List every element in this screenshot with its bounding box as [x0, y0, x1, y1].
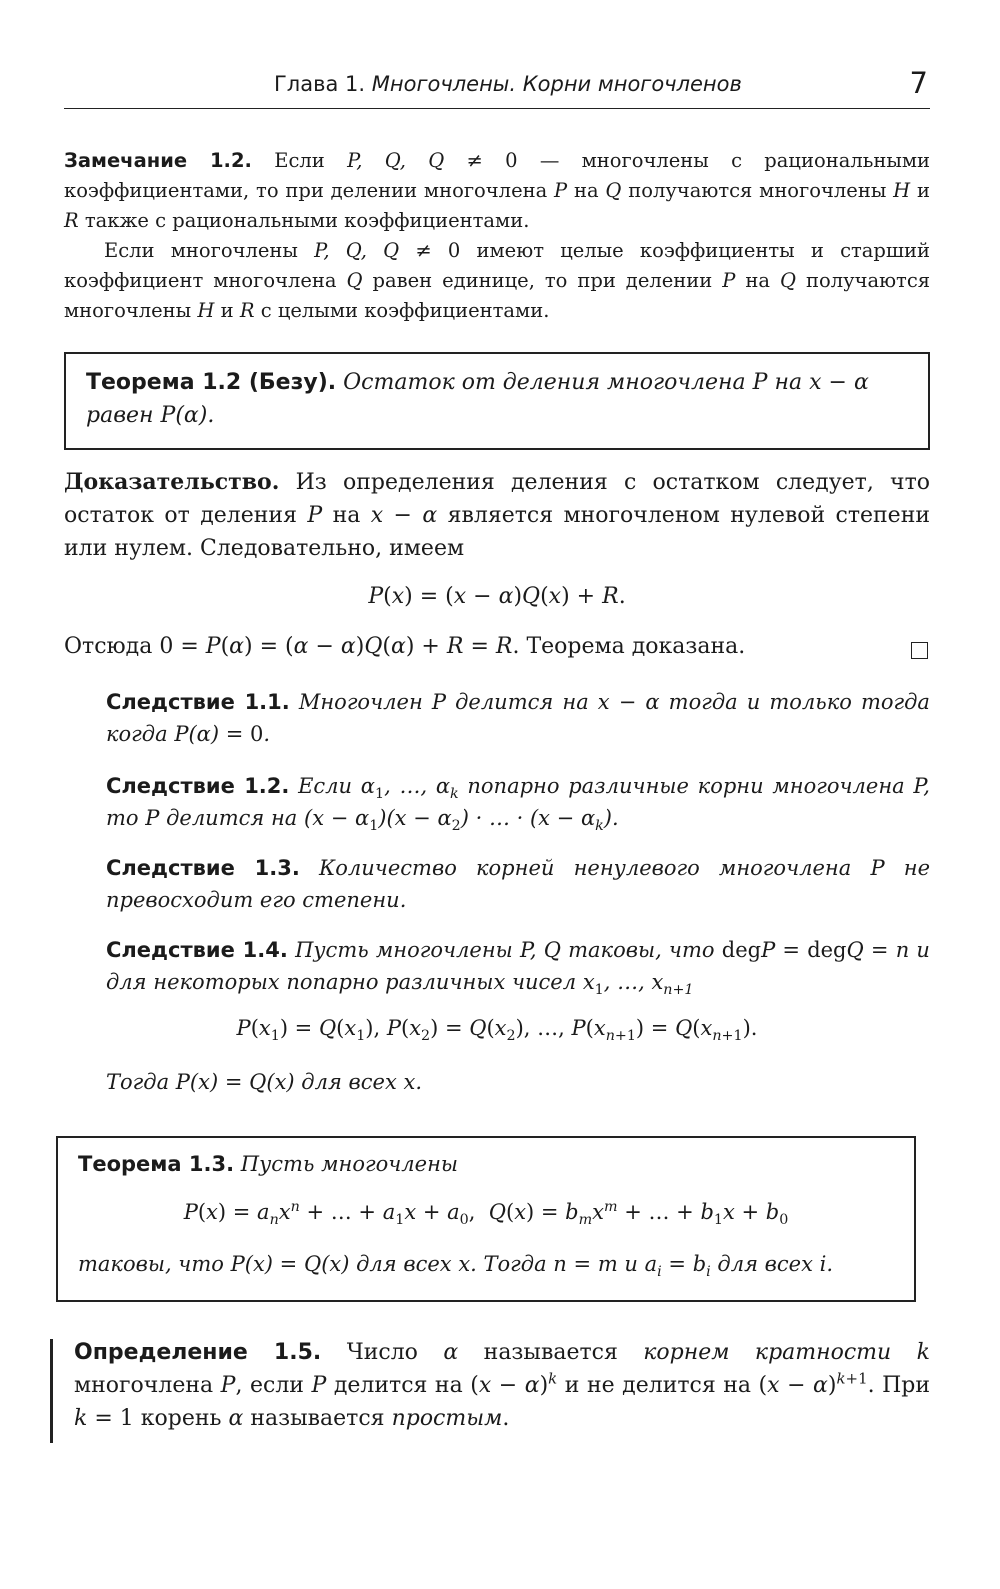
proof-text: Отсюда — [64, 634, 153, 659]
theorem-text: равен — [86, 403, 154, 428]
remark-text: получаются многочлены — [628, 179, 887, 202]
proof-text: Теорема доказана. — [526, 634, 746, 659]
definition-1-5: Определение 1.5. Число α называется корнем кратности k многочлена P, если P делится на $(x - \alpha)^k$ и не делится на $(x - \alpha)^{k+1}$. При k = 1 корень α называется простым. — [74, 1340, 931, 1431]
corollary-1-4: Следствие 1.4. Пусть многочлены P, Q таковы, что degP = degQ = n и для некоторых попарно различных чисел $x_1$, …, $x_{n+1}$ — [106, 938, 930, 999]
theorem-text: Остаток от деления многочлена — [343, 370, 746, 395]
remark-1-2-para-2: Если многочлены P, Q, Q ≠ 0 имеют целые коэффициенты и старший коэффициент многочлена Q равен единице, то при делении P на Q получаются многочлены H и R с целыми коэффициентами. — [64, 239, 931, 322]
remark-text: с целыми коэффициентами. — [260, 299, 550, 322]
remark-text: также с рациональными коэффициентами. — [84, 209, 530, 232]
proof-conclusion: Отсюда 0 = P(α) = (α − α)Q(α) + R = R. Теорема доказана. — [64, 634, 930, 659]
remark-text: получаются многочлены — [64, 269, 931, 322]
proof-label: Доказательство. — [64, 469, 280, 495]
proof-text: на — [332, 503, 361, 528]
corollary-label: Следствие 1.2. — [106, 774, 290, 798]
corollary-text: , то — [106, 774, 930, 830]
theorem-text: для всех — [356, 1252, 452, 1276]
theorem-text: Пусть многочлены — [240, 1152, 459, 1176]
corollary-label: Следствие 1.4. — [106, 938, 288, 962]
definition-text: называется — [483, 1340, 618, 1365]
corollary-text: попарно различные корни многочлена — [467, 774, 905, 798]
definition-term: корнем кратности — [643, 1340, 892, 1365]
proof-text: является многочленом нулевой степени или нулем. Следовательно, имеем — [64, 503, 931, 561]
corollary-label: Следствие 1.1. — [106, 690, 290, 714]
corollary-text: таковы, что — [568, 938, 715, 962]
definition-text: , если — [235, 1373, 304, 1398]
theorem-text: и — [624, 1252, 638, 1276]
definition-label: Определение 1.5. — [74, 1340, 322, 1365]
corollary-text: тогда и только тогда когда — [106, 690, 930, 746]
theorem-1-3-intro — [78, 1148, 894, 1180]
page-number: 7 — [909, 66, 928, 100]
corollary-1-3 — [106, 852, 930, 916]
corollary-text: для всех — [301, 1070, 397, 1094]
theorem-1-3-conclusion: таковы, что P(x) = Q(x) для всех x. Тогда n = m и $a_i = b_i$ для всех i. — [78, 1252, 834, 1281]
corollary-1-1: Следствие 1.1. Многочлен P делится на x − α тогда и только тогда когда P(α) = 0. — [106, 690, 930, 746]
remark-text: Если — [274, 149, 325, 172]
corollary-label: Следствие 1.3. — [106, 856, 300, 880]
remark-text: и — [917, 179, 930, 202]
qed-square-icon — [911, 642, 928, 659]
definition-text: делится на — [333, 1373, 463, 1398]
remark-text: имеют целые коэффициенты и старший коэффициент многочлена — [64, 239, 931, 292]
corollary-1-4-formula: $P(x_1) = Q(x_1)$, $P(x_2) = Q(x_2)$, …, $P(x_{n+1}) = Q(x_{n+1})$. — [236, 1016, 758, 1045]
definition-margin-bar — [50, 1339, 53, 1443]
corollary-text: Количество корней ненулевого многочлена P не превосходит его степени. — [106, 856, 930, 912]
theorem-1-2-box — [64, 352, 930, 450]
corollary-1-4-conclusion: Тогда P(x) = Q(x) для всех x. — [106, 1070, 423, 1094]
corollary-text: Если — [298, 774, 353, 798]
definition-text: называется — [250, 1406, 385, 1431]
remark-text: — многочлены с рациональными коэффициентами, то при делении многочлена — [64, 149, 931, 202]
proof: Доказательство. Из определения деления с остатком следует, что остаток от деления P на x − α является многочленом нулевой степени или нулем. Следовательно, имеем — [64, 469, 931, 561]
remark-1-2: Замечание 1.2. Если P, Q, Q ≠ 0 — многочлены с рациональными коэффициентами, то при делении многочлена P на Q получаются многочлены H и R также с рациональными коэффициентами. — [64, 149, 931, 232]
definition-text: корень — [140, 1406, 222, 1431]
corollary-text: делится на — [166, 806, 298, 830]
corollary-text: Тогда — [106, 1070, 170, 1094]
chapter-number: Глава 1. — [274, 72, 366, 96]
definition-text: . При — [867, 1373, 931, 1398]
theorem-text: . Тогда — [470, 1252, 547, 1276]
theorem-text: для всех — [717, 1252, 813, 1276]
proof-text: Из определения деления с остатком следует, что остаток от деления — [64, 470, 931, 528]
definition-text: Число — [346, 1340, 418, 1365]
theorem-1-3-box — [56, 1136, 916, 1302]
remark-text: и — [220, 299, 234, 322]
theorem-1-3-formula: $P(x) = a_nx^n$ + … + $a_1x + a_0$, $Q(x) = b_mx^m$ + … + $b_1x + b_0$ — [183, 1199, 789, 1229]
remark-text: Если многочлены — [104, 239, 298, 262]
chapter-title — [274, 72, 742, 96]
corollary-1-2: Следствие 1.2. Если $\alpha_1$, …, $\alpha_k$ попарно различные корни многочлена P, то P делится на $(x - \alpha_1)(x - \alpha_2)$ · … · $(x - \alpha_k)$. — [106, 774, 930, 835]
definition-term: простым — [391, 1406, 503, 1431]
remark-text: равен единице, то при делении — [372, 269, 713, 292]
corollary-text: и для некоторых попарно различных чисел — [106, 938, 930, 994]
corollary-text: Пусть многочлены — [295, 938, 513, 962]
definition-text: многочлена — [74, 1373, 214, 1398]
theorem-1-2-text: Теорема 1.2 (Безу). Остаток от деления многочлена P на x − α равен P(α). — [86, 370, 869, 428]
corollary-text: делится на — [455, 690, 589, 714]
remark-label: Замечание 1.2. — [64, 149, 252, 172]
remark-text: на — [573, 179, 599, 202]
definition-text: и не делится на — [564, 1373, 752, 1398]
theorem-text: на — [774, 370, 803, 395]
theorem-label: Теорема 1.2 (Безу). — [86, 370, 337, 395]
running-header — [64, 64, 930, 109]
corollary-text: Многочлен — [298, 690, 423, 714]
proof-formula: P(x) = (x − α)Q(x) + R. — [368, 584, 626, 609]
theorem-text: таковы, что — [78, 1252, 224, 1276]
remark-text: на — [745, 269, 770, 292]
theorem-label: Теорема 1.3. — [78, 1152, 235, 1176]
chapter-name: Многочлены. Корни многочленов — [371, 72, 742, 96]
